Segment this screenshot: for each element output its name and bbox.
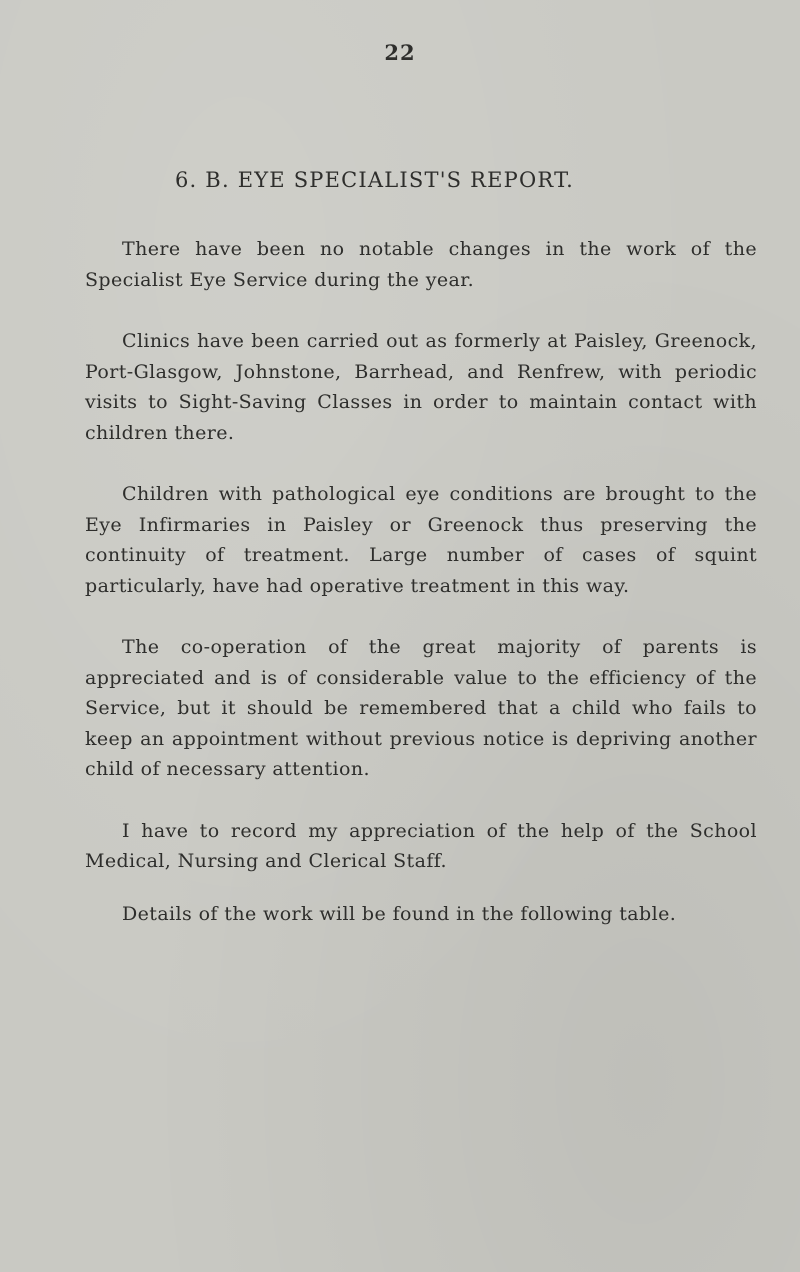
paragraph-staff-appreciation: I have to record my appreciation of the help of the School Medical, Nursing and Clerical Staff. bbox=[85, 819, 757, 872]
paragraph-no-changes: There have been no notable changes in the work of the Specialist Eye Service during the year. bbox=[85, 238, 757, 291]
paragraph-clinics: Clinics have been carried out as formerly at Paisley, Greenock, Port-Glasgow, Johnstone, Barrhead, and Renfrew, with periodic visits to Sight-Saving Classes in order to maintain contact with children there. bbox=[85, 330, 757, 444]
section-title: 6. B. EYE SPECIALIST'S REPORT. bbox=[175, 168, 575, 192]
paragraph-table-reference: Details of the work will be found in the following table. bbox=[122, 902, 677, 925]
report-body bbox=[85, 234, 757, 960]
paragraph-parent-cooperation: The co-operation of the great majority of parents is appreciated and is of considerable value to the efficiency of the Service, but it should be remembered that a child who fails to keep an appointment without previous notice is depriving another child of necessary attention. bbox=[85, 636, 757, 780]
paragraph-pathological-conditions: Children with pathological eye conditions are brought to the Eye Infirmaries in Paisley or Greenock thus preserving the continuity of treatment. Large number of cases of squint particularly, have had operative treatment in this way. bbox=[85, 483, 757, 597]
page-number: 22 bbox=[384, 40, 416, 65]
